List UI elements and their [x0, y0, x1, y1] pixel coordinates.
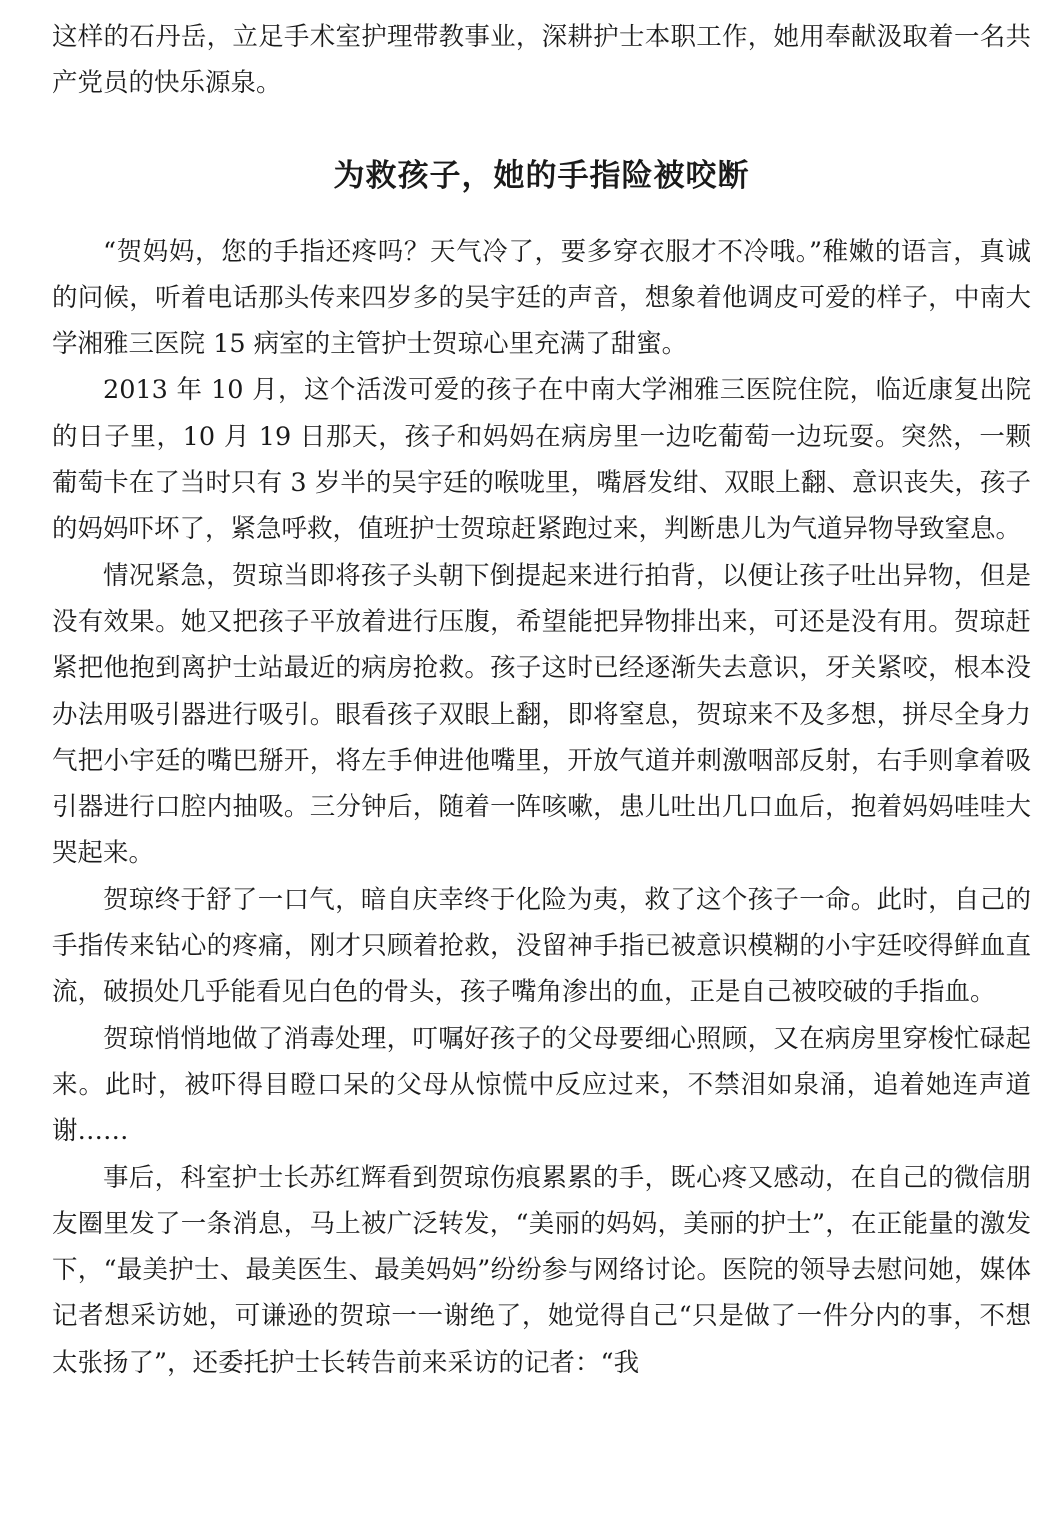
paragraph-5: 贺琼悄悄地做了消毒处理，叮嘱好孩子的父母要细心照顾，又在病房里穿梭忙碌起来。此时，被吓得目瞪口呆的父母从惊慌中反应过来，不禁泪如泉涌，追着她连声道谢…… — [52, 1023, 1031, 1147]
paragraph-6: 事后，科室护士长苏红辉看到贺琼伤痕累累的手，既心疼又感动，在自己的微信朋友圈里发了一条消息，马上被广泛转发，“美丽的妈妈，美丽的护士”，在正能量的激发下，“最美护士、最美医生、最美妈妈”纷纷参与网络讨论。医院的领导去慰问她，媒体记者想采访她，可谦逊的贺琼一一谢绝了，她觉得自己“只是做了一件分内的事，不想太张扬了”，还委托护士长转告前来采访的记者：“我 — [52, 1162, 1031, 1378]
article-title: 为救孩子，她的手指险被咬断 — [333, 157, 750, 194]
paragraph-1: “贺妈妈，您的手指还疼吗？天气冷了，要多穿衣服才不冷哦。”稚嫩的语言，真诚的问候，听着电话那头传来四岁多的吴宇廷的声音，想象着他调皮可爱的样子，中南大学湘雅三医院 15 病室的主管护士贺琼心里充满了甜蜜。 — [52, 236, 1031, 360]
paragraph-2: 2013 年 10 月，这个活泼可爱的孩子在中南大学湘雅三医院住院，临近康复出院的日子里，10 月 19 日那天，孩子和妈妈在病房里一边吃葡萄一边玩耍。突然，一颗葡萄卡在了当时只有 3 岁半的吴宇廷的喉咙里，嘴唇发绀、双眼上翻、意识丧失，孩子的妈妈吓坏了，紧急呼救，值班护士贺琼赶紧跑过来，判断患儿为气道异物导致窒息。 — [52, 375, 1031, 545]
paragraph-3: 情况紧急，贺琼当即将孩子头朝下倒提起来进行拍背，以便让孩子吐出异物，但是没有效果。她又把孩子平放着进行压腹，希望能把异物排出来，可还是没有用。贺琼赶紧把他抱到离护士站最近的病房抢救。孩子这时已经逐渐失去意识，牙关紧咬，根本没办法用吸引器进行吸引。眼看孩子双眼上翻，即将窒息，贺琼来不及多想，拼尽全身力气把小宇廷的嘴巴掰开，将左手伸进他嘴里，开放气道并刺激咽部反射，右手则拿着吸引器进行口腔内抽吸。三分钟后，随着一阵咳嗽，患儿吐出几口血后，抱着妈妈哇哇大哭起来。 — [52, 560, 1031, 869]
paragraph-carryover: 这样的石丹岳，立足手术室护理带教事业，深耕护士本职工作，她用奉献汲取着一名共产党员的快乐源泉。 — [52, 22, 1031, 99]
paragraph-4: 贺琼终于舒了一口气，暗自庆幸终于化险为夷，救了这个孩子一命。此时，自己的手指传来钻心的疼痛，刚才只顾着抢救，没留神手指已被意识模糊的小宇廷咬得鲜血直流，破损处几乎能看见白色的骨头，孩子嘴角渗出的血，正是自己被咬破的手指血。 — [52, 884, 1031, 1008]
